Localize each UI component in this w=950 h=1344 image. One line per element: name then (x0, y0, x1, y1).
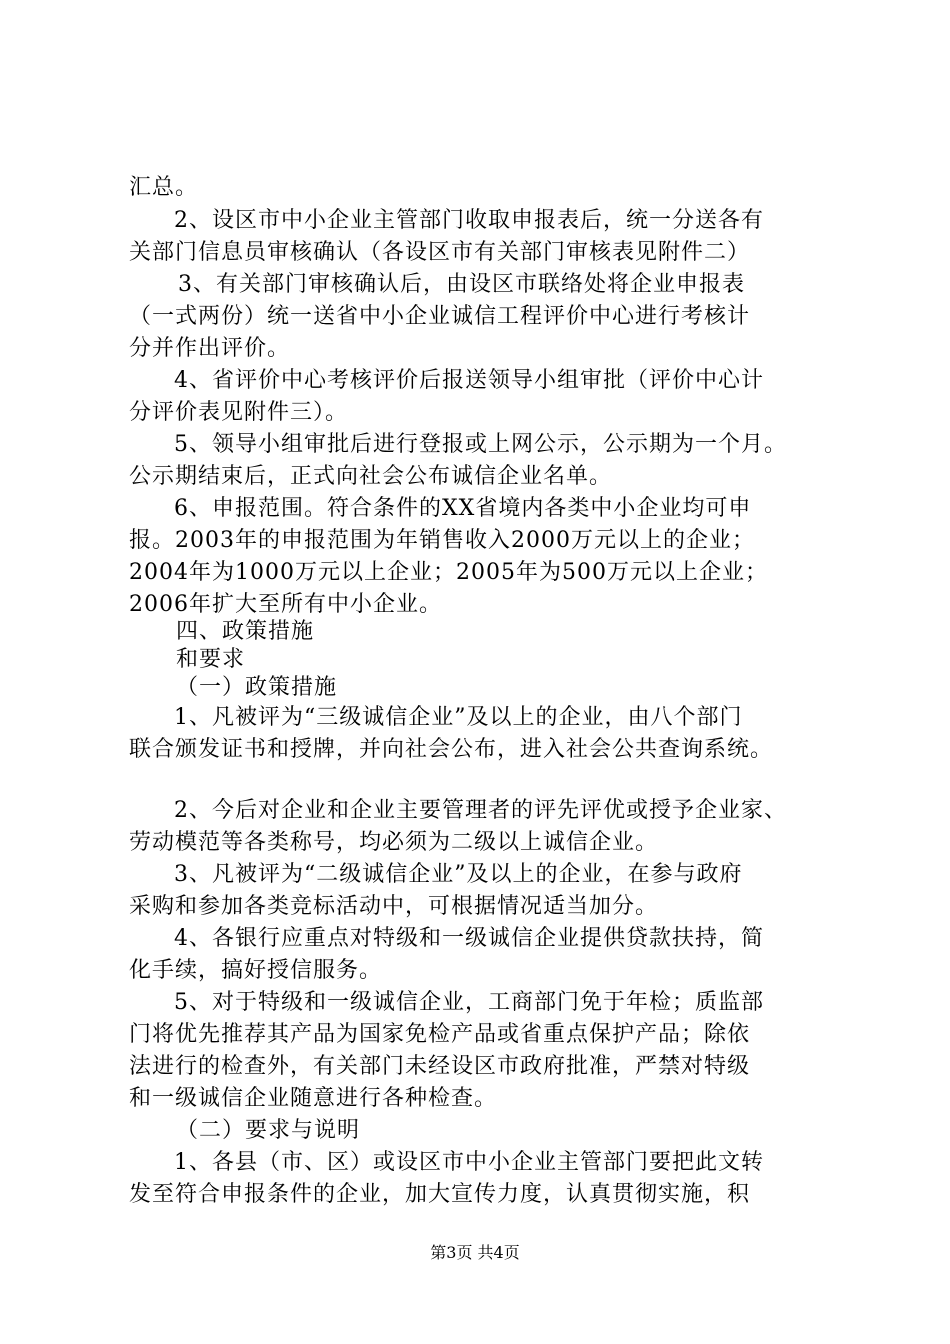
text-line: 1、凡被评为“三级诚信企业”及以上的企业，由八个部门 (174, 705, 743, 730)
text-line: 2、今后对企业和企业主要管理者的评先评优或授予企业家、 (174, 798, 787, 823)
text-line: 劳动模范等各类称号，均必须为二级以上诚信企业。 (129, 830, 659, 855)
text-line: 5、对于特级和一级诚信企业，工商部门免于年检；质监部 (174, 990, 764, 1015)
section-heading-continued: 和要求 (176, 647, 246, 672)
text-line: 发至符合申报条件的企业，加大宣传力度，认真贯彻实施，积 (129, 1182, 751, 1207)
page-number-footer: 第3页 共4页 (430, 1243, 520, 1262)
text-line: 3、有关部门审核确认后，由设区市联络处将企业申报表 (178, 272, 745, 297)
text-line: 2006年扩大至所有中小企业。 (129, 592, 442, 617)
text-line: 4、各银行应重点对特级和一级诚信企业提供贷款扶持，简 (174, 926, 764, 951)
text-line: 法进行的检查外，有关部门未经设区市政府批准，严禁对特级 (129, 1054, 751, 1079)
text-line: 4、省评价中心考核评价后报送领导小组审批（评价中心计 (174, 368, 764, 393)
text-line: 汇总。 (129, 175, 199, 200)
text-line: 1、各县（市、区）或设区市中小企业主管部门要把此文转 (174, 1150, 764, 1175)
text-line: 采购和参加各类竞标活动中，可根据情况适当加分。 (129, 894, 659, 919)
text-line: 门将优先推荐其产品为国家免检产品或省重点保护产品；除依 (129, 1022, 751, 1047)
text-line: 和一级诚信企业随意进行各种检查。 (129, 1086, 498, 1111)
text-line: 联合颁发证书和授牌，并向社会公布，进入社会公共查询系统。 (129, 737, 774, 762)
text-line: 化手续，搞好授信服务。 (129, 958, 383, 983)
text-line: 分评价表见附件三）。 (129, 400, 349, 425)
text-line: 关部门信息员审核确认（各设区市有关部门审核表见附件二） (129, 240, 751, 265)
text-line: 6、申报范围。符合条件的XX省境内各类中小企业均可申 (174, 496, 752, 521)
text-line: 报。2003年的申报范围为年销售收入2000万元以上的企业； (129, 528, 755, 553)
text-line: 2004年为1000万元以上企业；2005年为500万元以上企业； (129, 560, 768, 585)
section-heading: 四、政策措施 (176, 619, 315, 644)
text-line: 分并作出评价。 (129, 336, 291, 361)
text-line: （一式两份）统一送省中小企业诚信工程评价中心进行考核计 (129, 304, 751, 329)
text-line: 3、凡被评为“二级诚信企业”及以上的企业，在参与政府 (174, 862, 743, 887)
text-line: 公示期结束后，正式向社会公布诚信企业名单。 (129, 464, 613, 489)
subsection-heading: （一）政策措施 (176, 675, 338, 700)
subsection-heading: （二）要求与说明 (176, 1118, 361, 1143)
text-line: 2、设区市中小企业主管部门收取申报表后，统一分送各有 (174, 208, 764, 233)
text-line: 5、领导小组审批后进行登报或上网公示，公示期为一个月。 (174, 432, 787, 457)
